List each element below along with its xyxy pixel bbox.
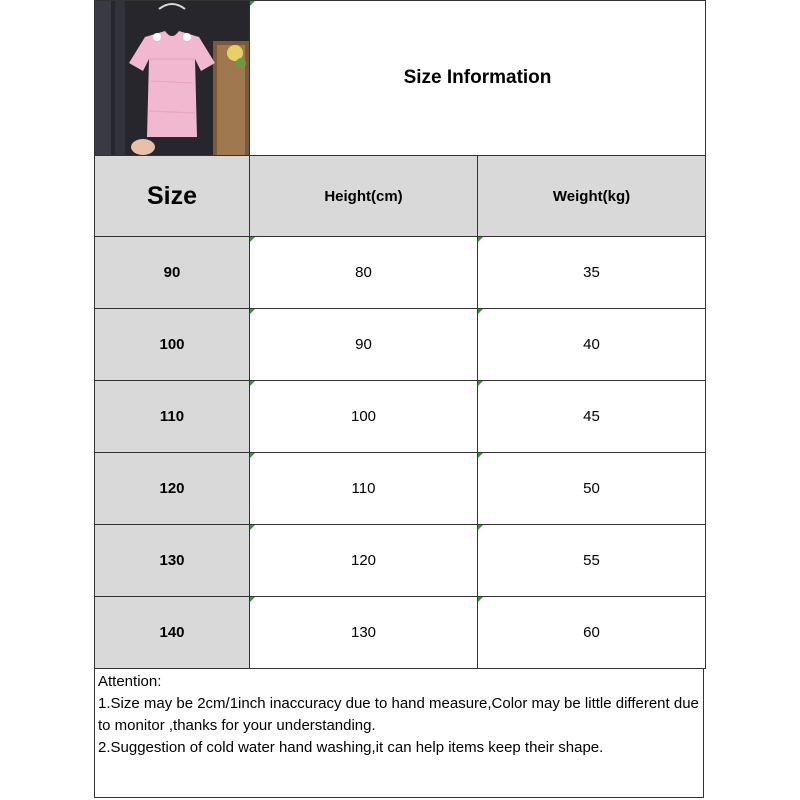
attention-heading: Attention: [98, 673, 162, 690]
pink-shirt-photo-icon [95, 1, 249, 155]
weight-cell: 60 [478, 597, 706, 669]
size-column-header: Size [95, 156, 250, 237]
attention-notes [94, 668, 704, 798]
table-row [95, 597, 706, 669]
weight-cell: 45 [478, 381, 706, 453]
height-cell: 100 [250, 381, 478, 453]
height-column-header: Height(cm) [250, 156, 478, 237]
height-cell: 130 [250, 597, 478, 669]
product-photo [95, 1, 250, 156]
size-table [94, 0, 706, 669]
weight-column-header: Weight(kg) [478, 156, 706, 237]
table-row [95, 381, 706, 453]
weight-cell: 35 [478, 237, 706, 309]
height-cell: 120 [250, 525, 478, 597]
table-row [95, 309, 706, 381]
size-cell: 140 [95, 597, 250, 669]
table-row [95, 237, 706, 309]
weight-cell: 55 [478, 525, 706, 597]
weight-cell: 40 [478, 309, 706, 381]
page-title: Size Information [250, 1, 706, 156]
height-cell: 90 [250, 309, 478, 381]
height-cell: 80 [250, 237, 478, 309]
table-row [95, 453, 706, 525]
size-chart-sheet [94, 0, 706, 800]
attention-line-2: 2.Suggestion of cold water hand washing,it can help items keep their shape. [98, 739, 604, 756]
size-cell: 130 [95, 525, 250, 597]
size-cell: 120 [95, 453, 250, 525]
height-cell: 110 [250, 453, 478, 525]
attention-line-1: 1.Size may be 2cm/1inch inaccuracy due to hand measure,Color may be little different due to monitor ,thanks for your understanding. [98, 695, 699, 734]
table-row [95, 525, 706, 597]
weight-cell: 50 [478, 453, 706, 525]
size-cell: 100 [95, 309, 250, 381]
size-cell: 110 [95, 381, 250, 453]
size-cell: 90 [95, 237, 250, 309]
